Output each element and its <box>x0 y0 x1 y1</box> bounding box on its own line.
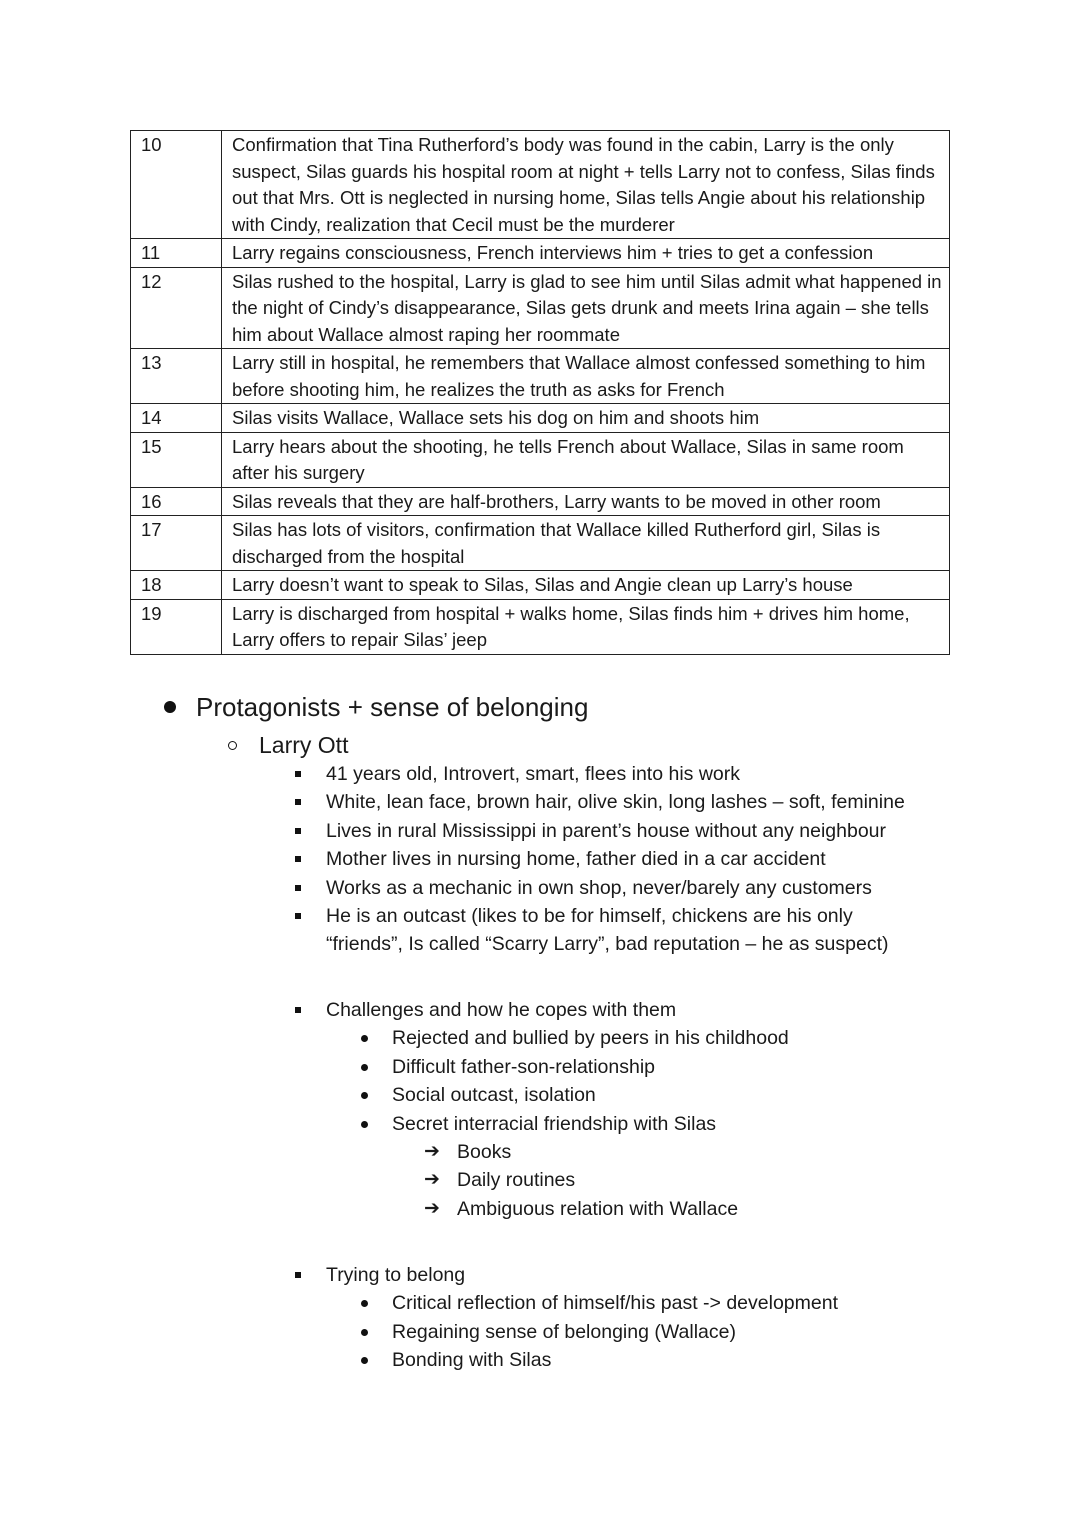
bullet-icon <box>361 1329 368 1336</box>
square-bullet-icon <box>295 913 301 919</box>
arrow-right-icon: ➔ <box>424 1169 440 1191</box>
chapter-summary: Larry hears about the shooting, he tells French about Wallace, Silas in same room after his surgery <box>222 432 950 487</box>
trait-text: Works as a mechanic in own shop, never/barely any customers <box>326 876 872 899</box>
belonging-title: Trying to belong <box>326 1264 466 1286</box>
square-bullet-icon <box>295 885 301 891</box>
chapter-number: 18 <box>131 571 222 600</box>
belonging-text: Regaining sense of belonging (Wallace) <box>392 1320 736 1343</box>
challenge-text: Rejected and bullied by peers in his childhood <box>392 1027 789 1050</box>
bullet-icon <box>361 1092 368 1099</box>
table-row <box>131 516 950 571</box>
bullet-icon <box>361 1300 368 1307</box>
challenge-text: Social outcast, isolation <box>392 1084 596 1107</box>
arrow-right-icon: ➔ <box>424 1197 440 1219</box>
circle-bullet-icon <box>228 741 237 750</box>
chapter-number: 13 <box>131 349 222 404</box>
coping-text: Books <box>457 1140 512 1163</box>
arrow-right-icon: ➔ <box>424 1140 440 1162</box>
chapter-summary: Larry doesn’t want to speak to Silas, Silas and Angie clean up Larry’s house <box>222 571 950 600</box>
table-row <box>131 349 950 404</box>
bullet-icon <box>164 701 176 713</box>
bullet-icon <box>361 1121 368 1128</box>
chapter-summary: Silas reveals that they are half-brothers, Larry wants to be moved in other room <box>222 487 950 516</box>
chapter-number: 14 <box>131 404 222 433</box>
trait-text: White, lean face, brown hair, olive skin, long lashes – soft, feminine <box>326 791 905 814</box>
chapter-number: 19 <box>131 599 222 654</box>
chapter-summary: Larry regains consciousness, French interviews him + tries to get a confession <box>222 239 950 268</box>
chapter-number: 11 <box>131 239 222 268</box>
bullet-icon <box>361 1035 368 1042</box>
chapter-number: 16 <box>131 487 222 516</box>
square-bullet-icon <box>295 799 301 805</box>
belonging-text: Bonding with Silas <box>392 1349 552 1372</box>
trait-text: He is an outcast (likes to be for himself, chickens are his only <box>326 904 853 927</box>
table-row <box>131 432 950 487</box>
chapter-summary: Silas rushed to the hospital, Larry is glad to see him until Silas admit what happened in the night of Cindy’s disappearance, Silas gets drunk and meets Irina again – she tells him about Wallace almost raping her roommate <box>222 267 950 349</box>
bullet-icon <box>361 1064 368 1071</box>
chapter-number: 15 <box>131 432 222 487</box>
chapter-number: 12 <box>131 267 222 349</box>
chapter-summary: Silas visits Wallace, Wallace sets his dog on him and shoots him <box>222 404 950 433</box>
character-subheading <box>228 730 348 760</box>
square-bullet-icon <box>295 1007 301 1013</box>
square-bullet-icon <box>295 828 301 834</box>
challenges-title: Challenges and how he copes with them <box>326 999 677 1021</box>
chapter-summary: Larry is discharged from hospital + walks home, Silas finds him + drives him home, Larry offers to repair Silas’ jeep <box>222 599 950 654</box>
trait-text: Lives in rural Mississippi in parent’s house without any neighbour <box>326 819 887 842</box>
bullet-icon <box>361 1357 368 1364</box>
coping-text: Ambiguous relation with Wallace <box>457 1197 739 1220</box>
section-heading-text: Protagonists + sense of belonging <box>196 692 589 722</box>
table-row <box>131 404 950 433</box>
chapter-number: 10 <box>131 131 222 239</box>
chapter-summary-table <box>130 130 950 655</box>
chapter-number: 17 <box>131 516 222 571</box>
table-row <box>131 487 950 516</box>
section-heading <box>164 690 588 724</box>
table-row <box>131 131 950 239</box>
character-name: Larry Ott <box>259 732 349 758</box>
table-row <box>131 267 950 349</box>
table-row <box>131 571 950 600</box>
challenge-text: Difficult father-son-relationship <box>392 1055 656 1078</box>
square-bullet-icon <box>295 771 301 777</box>
chapter-summary: Confirmation that Tina Rutherford’s body was found in the cabin, Larry is the only suspect, Silas guards his hospital room at night + tells Larry not to confess, Silas finds out that Mrs. Ott is neglected in nursing home, Silas tells Angie about his relationship with Cindy, realization that Cecil must be the murderer <box>222 131 950 239</box>
table-row <box>131 239 950 268</box>
chapter-summary: Larry still in hospital, he remembers that Wallace almost confessed something to him before shooting him, he realizes the truth as asks for French <box>222 349 950 404</box>
trait-text: Mother lives in nursing home, father died in a car accident <box>326 848 826 871</box>
belonging-text: Critical reflection of himself/his past -> development <box>392 1292 838 1315</box>
trait-text: “friends”, Is called “Scarry Larry”, bad reputation – he as suspect) <box>326 933 889 956</box>
table-row <box>131 599 950 654</box>
chapter-summary: Silas has lots of visitors, confirmation that Wallace killed Rutherford girl, Silas is discharged from the hospital <box>222 516 950 571</box>
square-bullet-icon <box>295 856 301 862</box>
trait-text: 41 years old, Introvert, smart, flees into his work <box>326 763 740 785</box>
challenge-text: Secret interracial friendship with Silas <box>392 1112 717 1135</box>
square-bullet-icon <box>295 1272 301 1278</box>
coping-text: Daily routines <box>457 1169 576 1192</box>
